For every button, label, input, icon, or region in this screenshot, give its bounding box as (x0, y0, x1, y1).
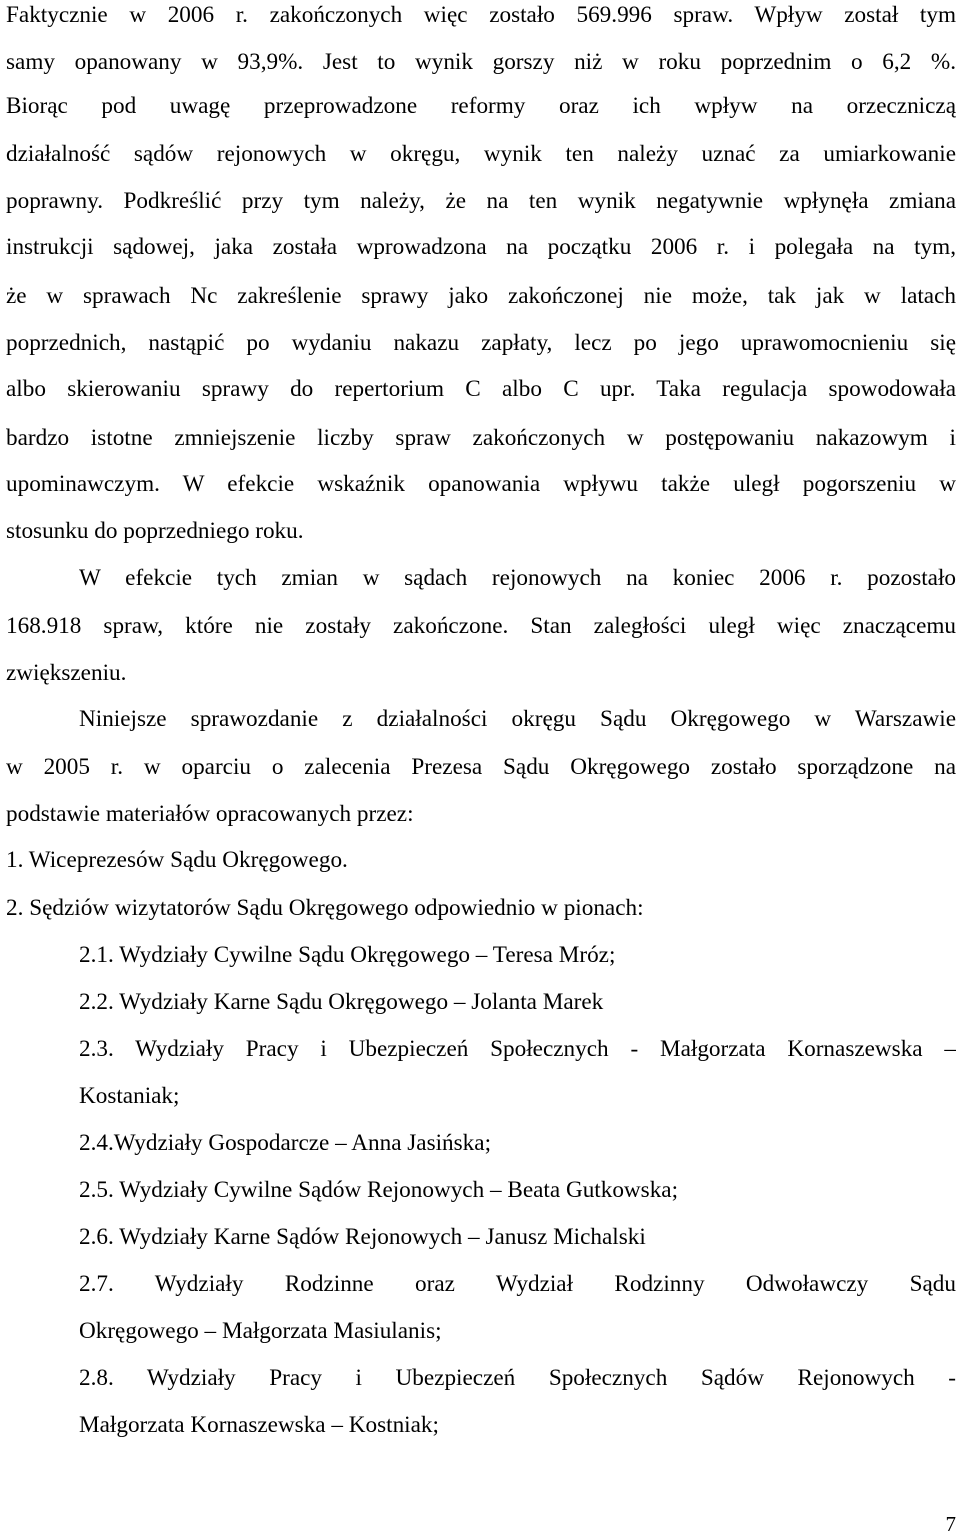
paragraph-line: 168.918 spraw, które nie zostały zakończone. Stan zaległości uległ więc znaczącemu (6, 613, 956, 639)
paragraph-line: podstawie materiałów opracowanych przez: (6, 801, 414, 827)
list-item: 2. Sędziów wizytatorów Sądu Okręgowego odpowiednio w pionach: (6, 895, 644, 921)
paragraph-line: Niniejsze sprawozdanie z działalności okręgu Sądu Okręgowego w Warszawie (79, 706, 956, 732)
sub-list-item: 2.5. Wydziały Cywilne Sądów Rejonowych – Beata Gutkowska; (79, 1177, 679, 1203)
sub-list-item: Kostaniak; (79, 1083, 180, 1109)
sub-list-item: 2.6. Wydziały Karne Sądów Rejonowych – Janusz Michalski (79, 1224, 646, 1250)
sub-list-item: Małgorzata Kornaszewska – Kostniak; (79, 1412, 439, 1438)
sub-list-item: 2.1. Wydziały Cywilne Sądu Okręgowego – Teresa Mróz; (79, 942, 616, 968)
paragraph-line: że w sprawach Nc zakreślenie sprawy jako zakończonej nie może, tak jak w latach (6, 283, 956, 309)
paragraph-line: upominawczym. W efekcie wskaźnik opanowania wpływu także uległ pogorszeniu w (6, 471, 956, 497)
paragraph-line: bardzo istotne zmniejszenie liczby spraw zakończonych w postępowaniu nakazowym i (6, 425, 956, 451)
page-number: 7 (945, 1512, 956, 1536)
sub-list-item: 2.8. Wydziały Pracy i Ubezpieczeń Społecznych Sądów Rejonowych - (79, 1365, 956, 1391)
paragraph-line: zwiększeniu. (6, 660, 127, 686)
paragraph-line: albo skierowaniu sprawy do repertorium C albo C upr. Taka regulacja spowodowała (6, 376, 956, 402)
paragraph-line: Faktycznie w 2006 r. zakończonych więc zostało 569.996 spraw. Wpływ został tym (6, 2, 956, 28)
paragraph-line: stosunku do poprzedniego roku. (6, 518, 304, 544)
paragraph-line: poprzednich, nastąpić po wydaniu nakazu zapłaty, lecz po jego uprawomocnieniu się (6, 330, 956, 356)
sub-list-item: Okręgowego – Małgorzata Masiulanis; (79, 1318, 442, 1344)
paragraph-line: poprawny. Podkreślić przy tym należy, że na ten wynik negatywnie wpłynęła zmiana (6, 188, 956, 214)
paragraph-line: Biorąc pod uwagę przeprowadzone reformy oraz ich wpływ na orzeczniczą (6, 93, 956, 119)
paragraph-line: instrukcji sądowej, jaka została wprowadzona na początku 2006 r. i polegała na tym, (6, 234, 956, 260)
sub-list-item: 2.4.Wydziały Gospodarcze – Anna Jasińska; (79, 1130, 492, 1156)
paragraph-line: W efekcie tych zmian w sądach rejonowych na koniec 2006 r. pozostało (79, 565, 956, 591)
paragraph-line: samy opanowany w 93,9%. Jest to wynik gorszy niż w roku poprzednim o 6,2 %. (6, 49, 956, 75)
sub-list-item: 2.3. Wydziały Pracy i Ubezpieczeń Społecznych - Małgorzata Kornaszewska – (79, 1036, 956, 1062)
sub-list-item: 2.7. Wydziały Rodzinne oraz Wydział Rodzinny Odwoławczy Sądu (79, 1271, 956, 1297)
paragraph-line: w 2005 r. w oparciu o zalecenia Prezesa Sądu Okręgowego zostało sporządzone na (6, 754, 956, 780)
list-item: 1. Wiceprezesów Sądu Okręgowego. (6, 847, 348, 873)
paragraph-line: działalność sądów rejonowych w okręgu, wynik ten należy uznać za umiarkowanie (6, 141, 956, 167)
sub-list-item: 2.2. Wydziały Karne Sądu Okręgowego – Jolanta Marek (79, 989, 604, 1015)
